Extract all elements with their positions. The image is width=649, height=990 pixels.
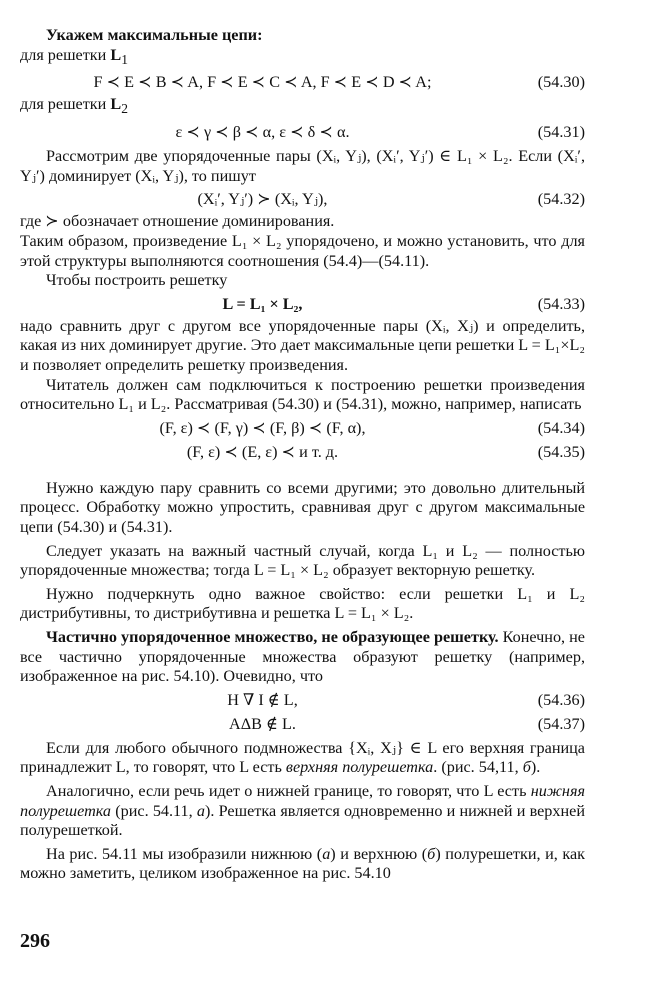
equation-54-31: [20, 121, 585, 143]
paragraph-intro: [20, 26, 585, 46]
text: Конечно, не все частично упорядоченные множества образуют решетку (например, изображенное на рис. 54.10). Очевидно, что: [20, 627, 585, 686]
equation-formula: (Xᵢ′, Yⱼ′) ≻ (Xᵢ, Yⱼ),: [197, 190, 328, 209]
text: . (рис. 54,11,: [433, 758, 523, 777]
text: (рис. 54.11,: [111, 801, 197, 820]
paragraph-lattice-l1: [20, 46, 585, 70]
equation-number: (54.30): [537, 73, 585, 92]
equation-54-34: [20, 417, 585, 439]
page-body: [20, 26, 585, 884]
symbol-L: L: [110, 45, 122, 64]
equation-formula: ε ≺ γ ≺ β ≺ α, ε ≺ δ ≺ α.: [175, 123, 350, 142]
term-italic: верхняя полурешетка: [285, 758, 434, 777]
text: Если для любого обычного подмножества {Xᵢ, Xⱼ} ∈ L его верхняя граница принадлежит L, то говорят, что L есть: [20, 738, 585, 777]
equation-54-33: [20, 293, 585, 315]
text: На рис. 54.11 мы изобразили нижнюю (: [46, 844, 323, 863]
term-italic: нижняя полурешетка: [20, 781, 585, 820]
section-heading: Частично упорядоченное множество, не образующее решетку.: [46, 627, 499, 646]
equation-number: (54.33): [537, 294, 585, 313]
equation-formula: AΔB ∉ L.: [229, 714, 296, 733]
equation-54-35: [20, 441, 585, 463]
text: Аналогично, если речь идет о нижней границе, то говорят, что L есть: [46, 781, 531, 800]
text: ) полурешетки, и, как можно заметить, целиком изображенное на рис. 54.10: [20, 844, 586, 883]
paragraph-reader: Читатель должен сам подключиться к построению решетки произведения относительно L₁ и L₂. Рассматривая (54.30) и (54.31), можно, например, написать: [20, 375, 585, 414]
paragraph-lattice-l2: [20, 95, 585, 119]
equation-formula: (F, ε) ≺ (E, ε) ≺ и т. д.: [186, 442, 339, 461]
equation-formula: (F, ε) ≺ (F, γ) ≺ (F, β) ≺ (F, α),: [159, 418, 366, 437]
paragraph-build-lattice: Чтобы построить решетку: [46, 271, 228, 290]
paragraph-lower-semilattice: [20, 782, 585, 841]
text: для решетки: [20, 45, 111, 64]
equation-number: (54.34): [537, 418, 585, 437]
equation-number: (54.37): [537, 714, 585, 733]
equation-54-30: [20, 71, 585, 93]
equation-54-32: [20, 188, 585, 210]
equation-number: (54.32): [537, 190, 585, 209]
text: ) и верхнюю (: [330, 844, 428, 863]
paragraph-upper-semilattice: [20, 739, 585, 778]
intro-bold: Укажем максимальные цепи:: [46, 26, 263, 44]
text: ). Решетка является одновременно и нижней и верхней полурешеткой.: [20, 801, 585, 840]
paragraph-compare-all: Нужно каждую пару сравнить со всеми другими; это довольно длительный процесс. Обработку можно упростить, сравнивая друг с другом максимальные цепи (54.30) и (54.31).: [20, 478, 585, 536]
figure-letter: б: [427, 844, 436, 863]
figure-letter: б: [522, 758, 531, 777]
equation-number: (54.36): [537, 690, 585, 709]
equation-formula: F ≺ E ≺ B ≺ A, F ≺ E ≺ C ≺ A, F ≺ E ≺ D ≺ A;: [93, 73, 432, 92]
paragraph-partial-order: [20, 628, 585, 687]
equation-number: (54.35): [537, 442, 585, 461]
equation-formula: L = L₁ × L₂,: [222, 294, 303, 313]
equation-number: (54.31): [537, 123, 585, 142]
paragraph-special-case: Следует указать на важный частный случай, когда L₁ и L₂ — полностью упорядоченные множества; тогда L = L₁ × L₂ образует векторную решетку.: [20, 541, 585, 580]
text: для решетки: [20, 95, 111, 114]
paragraph-figure-ref: [20, 845, 585, 884]
page-number: 296: [20, 930, 50, 952]
subscript: 1: [121, 51, 128, 67]
paragraph-ordered-pairs: Рассмотрим две упорядоченные пары (Xᵢ, Yⱼ), (Xᵢ′, Yⱼ′) ∈ L₁ × L₂. Если (Xᵢ′, Yⱼ′) доминирует (Xᵢ, Yⱼ), то пишут: [20, 147, 585, 185]
equation-54-36: [20, 689, 585, 711]
paragraph-distributive: Нужно подчеркнуть одно важное свойство: если решетки L₁ и L₂ дистрибутивны, то дистрибутивна и решетка L = L₁ × L₂.: [20, 584, 585, 623]
subscript: 2: [121, 101, 128, 117]
equation-formula: H ∇ I ∉ L,: [227, 690, 298, 709]
paragraph-dominance: где ≻ обозначает отношение доминирования.: [20, 212, 335, 231]
equation-54-37: [20, 713, 585, 735]
paragraph-compare-pairs: надо сравнить друг с другом все упорядоченные пары (Xᵢ, Xⱼ) и определить, какая из них доминирует другие. Это дает максимальные цепи решетки L = L₁×L₂ и позволяет определить решетку произведения.: [20, 316, 586, 374]
paragraph-product-ordered: Таким образом, произведение L₁ × L₂ упорядочено, и можно установить, что для этой структуры выполняются соотношения (54.4)—(54.11).: [20, 232, 585, 270]
symbol-L: L: [110, 95, 122, 114]
figure-letter: а: [322, 844, 331, 863]
text: ).: [530, 758, 541, 777]
figure-letter: а: [196, 801, 205, 820]
